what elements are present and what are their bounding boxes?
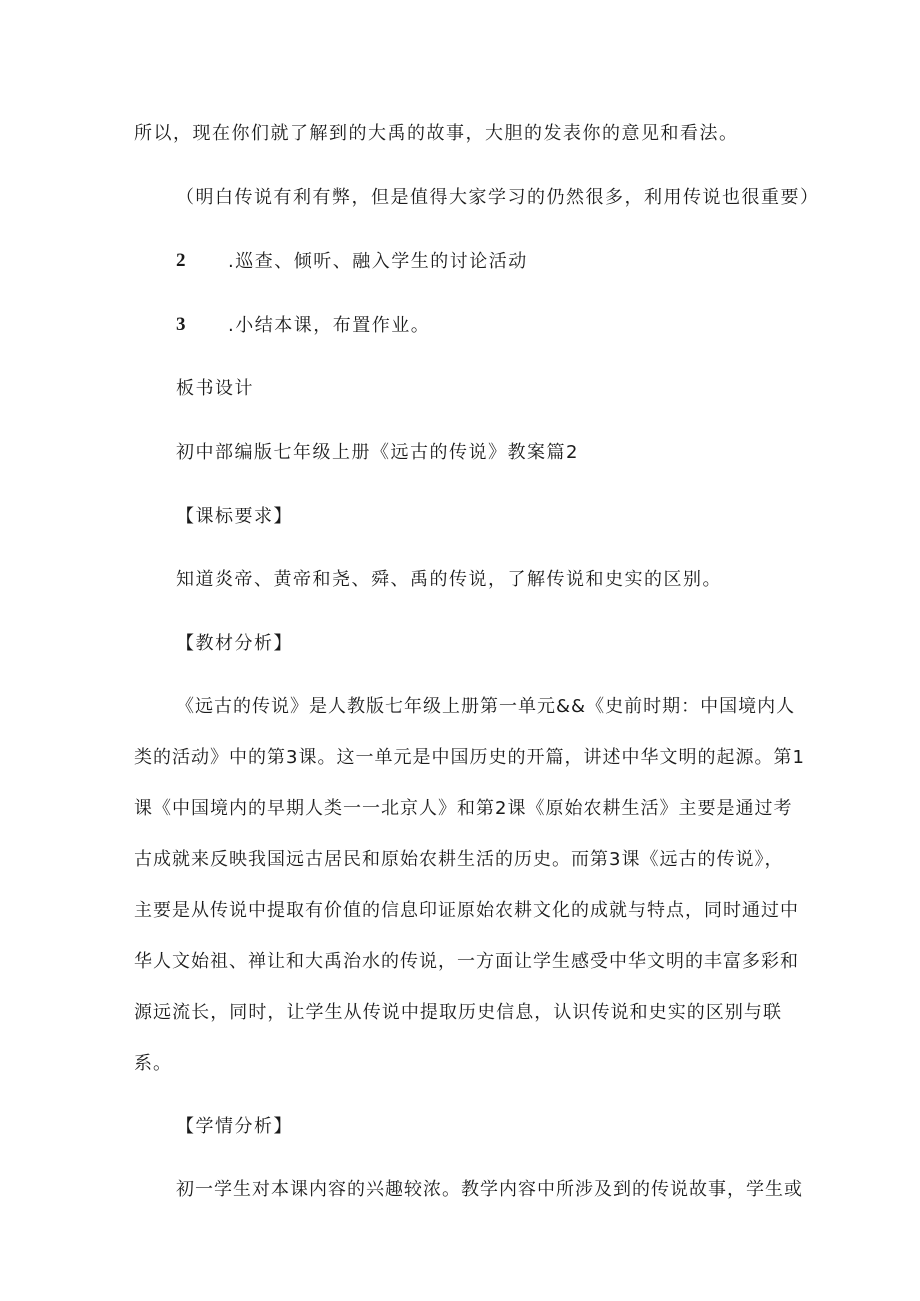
- paragraph-line: 《远古的传说》是人教版七年级上册第一单元&&《史前时期：中国境内人: [176, 696, 796, 717]
- paragraph-line: 知道炎帝、黄帝和尧、舜、禹的传说，了解传说和史实的区别。: [176, 569, 722, 590]
- section-heading: 【学情分析】: [176, 1116, 293, 1137]
- section-heading: 【教材分析】: [176, 633, 293, 654]
- document-title: 初中部编版七年级上册《远古的传说》教案篇2: [176, 442, 579, 463]
- paragraph-line: 华人文始祖、禅让和大禹治水的传说，一方面让学生感受中华文明的丰富多彩和: [134, 951, 799, 972]
- list-item-number: 2: [176, 250, 186, 271]
- paragraph-line: 初一学生对本课内容的兴趣较浓。教学内容中所涉及到的传说故事，学生或: [176, 1179, 803, 1200]
- list-item-number: 3: [176, 314, 186, 335]
- paragraph-line: 主要是从传说中提取有价值的信息印证原始农耕文化的成就与特点，同时通过中: [134, 900, 799, 921]
- paragraph-line: 课《中国境内的早期人类一一北京人》和第2课《原始农耕生活》主要是通过考: [134, 798, 793, 819]
- paragraph-line: 所以，现在你们就了解到的大禹的故事，大胆的发表你的意见和看法。: [134, 123, 739, 144]
- paragraph-line: 古成就来反映我国远古居民和原始农耕生活的历史。而第3课《远古的传说》，: [134, 849, 784, 870]
- list-item-text: .巡查、倾听、融入学生的讨论活动: [228, 251, 528, 272]
- paragraph-line: 类的活动》中的第3课。这一单元是中国历史的开篇，讲述中华文明的起源。第1: [134, 747, 805, 768]
- paragraph-line: 系。: [134, 1053, 172, 1074]
- list-item-text: .小结本课，布置作业。: [228, 315, 431, 336]
- paragraph-line: （明白传说有利有弊，但是值得大家学习的仍然很多，利用传说也很重要）: [176, 187, 820, 208]
- section-heading: 【课标要求】: [176, 506, 293, 527]
- section-label: 板书设计: [176, 378, 254, 399]
- paragraph-line: 源远流长，同时，让学生从传说中提取历史信息，认识传说和史实的区别与联: [134, 1002, 782, 1023]
